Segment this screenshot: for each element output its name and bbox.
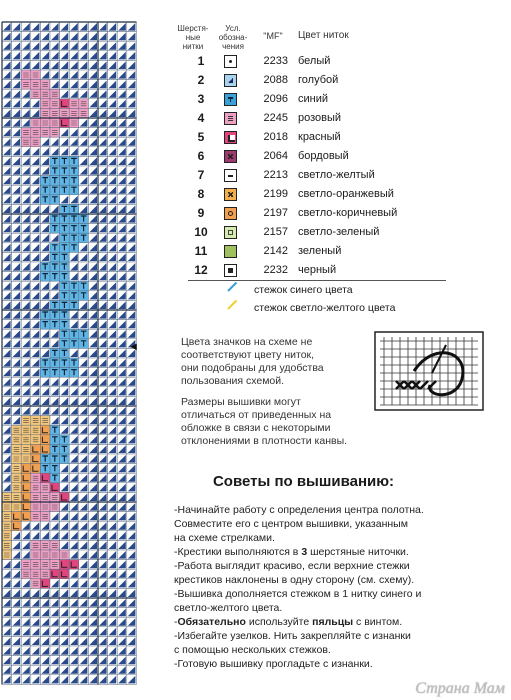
- size-note-line: отличаться от приведенных на: [181, 409, 332, 421]
- legend-number: 2: [197, 73, 205, 87]
- legend-color-name: светло-желтый: [298, 169, 375, 181]
- legend-header: [176, 24, 436, 54]
- grid-cell: [40, 444, 50, 454]
- legend-row: [190, 90, 450, 109]
- colors-note-line: Цвета значков на схеме не: [181, 336, 313, 348]
- colors-note-line: соответствуют цвету ниток,: [181, 349, 315, 361]
- tip-line: [174, 587, 509, 601]
- stitch-yellow-label: стежок светло-желтого цвета: [254, 302, 396, 314]
- size-note: [181, 396, 381, 448]
- legend-row: [190, 242, 450, 261]
- legend-row: [190, 52, 450, 71]
- colors-note-line: пользования схемой.: [181, 375, 285, 387]
- grid-cell: [12, 512, 22, 522]
- legend-number: 7: [197, 168, 205, 182]
- legend-row: [190, 166, 450, 185]
- grid-cell: [40, 435, 50, 445]
- legend-symbol-icon: [224, 264, 237, 277]
- grid-cell: [12, 521, 22, 531]
- legend-number: 9: [197, 206, 205, 220]
- header-wool: Шерстя- ные нитки: [177, 24, 209, 51]
- tip-text: -Работа выглядит красиво, если верхние стежки: [174, 560, 410, 572]
- legend-color-name: светло-коричневый: [298, 207, 398, 219]
- grid-cell: [21, 502, 31, 512]
- grid-cell: [31, 464, 41, 474]
- tips-title: Советы по вышиванию:: [212, 473, 395, 490]
- header-symbol: Усл. обозна- чения: [218, 24, 248, 51]
- tip-bold: пяльцы: [312, 616, 354, 628]
- grid-cell: [69, 560, 79, 570]
- legend-code: 2213: [263, 169, 288, 181]
- colors-note: [181, 336, 381, 388]
- legend-code: 2199: [263, 188, 288, 200]
- tip-text: -Избегайте узелков. Нить закрепляйте с изнанки: [174, 630, 411, 642]
- legend-symbol-icon: [224, 112, 237, 125]
- legend-color-name: светло-оранжевый: [298, 188, 394, 200]
- legend-code: 2157: [263, 226, 288, 238]
- tip-text: крестиков наклонены в одну сторону (см. схему).: [174, 574, 415, 586]
- size-note-line: отклонениями в плотности канвы.: [181, 435, 348, 447]
- stitch-blue: [228, 284, 488, 302]
- tip-text: с помощью нескольких стежков.: [174, 644, 331, 656]
- grid-cell: [40, 579, 50, 589]
- legend-row: [190, 71, 450, 90]
- legend-symbol-icon: [224, 207, 237, 220]
- legend-number: 4: [197, 111, 205, 125]
- legend-number: 8: [197, 187, 205, 201]
- tip-line: [174, 643, 509, 657]
- tip-line: [174, 503, 509, 517]
- legend-code: 2088: [263, 74, 288, 86]
- tip-bold: 3: [301, 546, 308, 558]
- grid-cell: [40, 425, 50, 435]
- legend-color-name: бордовый: [298, 150, 349, 162]
- stitch-blue-label: стежок синего цвета: [254, 284, 353, 296]
- legend-symbol-icon: [224, 93, 237, 106]
- tip-text: -Крестики выполняются в: [174, 546, 302, 558]
- legend-symbol-icon: [224, 188, 237, 201]
- legend-row: [190, 109, 450, 128]
- legend-color-name: синий: [298, 93, 329, 105]
- legend-row: [190, 185, 450, 204]
- grid-cell: [60, 492, 70, 502]
- tip-line: [174, 615, 509, 629]
- legend-row: [190, 223, 450, 242]
- tip-text: -Вышивка дополняется стежком в 1 нитку синего и: [174, 588, 422, 600]
- legend-color-name: светло-зеленый: [298, 226, 380, 238]
- tip-line: [174, 531, 509, 545]
- colors-note-line: они подобраны для удобства: [181, 362, 324, 374]
- legend-color-name: красный: [298, 131, 341, 143]
- legend-symbol-icon: [224, 245, 237, 258]
- header-mf: "MF": [263, 31, 283, 41]
- legend-code: 2232: [263, 264, 288, 276]
- grid-cell: [60, 560, 70, 570]
- tip-text: шерстяные ниточки.: [307, 546, 409, 558]
- tip-line: [174, 657, 509, 671]
- legend-number: 11: [194, 244, 208, 258]
- grid-cell: [21, 512, 31, 522]
- legend-code: 2096: [263, 93, 288, 105]
- tip-text: на схеме стрелками.: [174, 532, 275, 544]
- grid-cell: [31, 454, 41, 464]
- tips-list: [174, 503, 509, 671]
- size-note-line: Размеры вышивки могут: [181, 396, 301, 408]
- legend-code: 2142: [263, 245, 288, 257]
- grid-cell: [60, 118, 70, 128]
- legend-number: 1: [197, 54, 205, 68]
- tip-line: [174, 545, 509, 559]
- tip-text: с винтом.: [353, 616, 403, 628]
- legend-symbol-icon: [224, 169, 237, 182]
- tip-line: [174, 629, 509, 643]
- grid-cell: [60, 99, 70, 109]
- tip-line: [174, 601, 509, 615]
- watermark-logo: Страна Мам: [415, 680, 505, 697]
- grid-cell: [50, 569, 60, 579]
- tip-line: [174, 559, 509, 573]
- stitch-blue-line-icon: [227, 282, 237, 292]
- legend-code: 2018: [263, 131, 288, 143]
- tip-text: -: [174, 616, 178, 628]
- legend-number: 12: [194, 263, 208, 277]
- legend-symbol-icon: [224, 226, 237, 239]
- stitch-direction-diagram-icon: [374, 331, 484, 411]
- legend-color-name: белый: [298, 55, 331, 67]
- legend-color-name: черный: [298, 264, 337, 276]
- tip-bold: Обязательно: [177, 616, 246, 628]
- legend-code: 2197: [263, 207, 288, 219]
- size-note-line: обложке в связи с некоторыми: [181, 422, 331, 434]
- legend-divider: [188, 280, 446, 281]
- legend-number: 3: [197, 92, 205, 106]
- legend-row: [190, 128, 450, 147]
- tip-text: используйте: [245, 616, 313, 628]
- legend-row: [190, 147, 450, 166]
- grid-cell: [21, 492, 31, 502]
- legend-color-name: розовый: [298, 112, 342, 124]
- legend-number: 10: [194, 225, 208, 239]
- header-color: Цвет ниток: [298, 30, 349, 41]
- grid-cell: [60, 569, 70, 579]
- legend-color-name: голубой: [298, 74, 339, 86]
- tip-line: [174, 573, 509, 587]
- legend-number: 5: [197, 130, 205, 144]
- legend-code: 2245: [263, 112, 288, 124]
- tip-text: светло-желтого цвета.: [174, 602, 283, 614]
- stitch-yellow: [228, 302, 488, 320]
- tip-text: -Готовую вышивку прогладьте с изнанки.: [174, 658, 373, 670]
- tip-line: [174, 517, 509, 531]
- legend-symbol-icon: [224, 74, 237, 87]
- legend-code: 2064: [263, 150, 288, 162]
- legend-code: 2233: [263, 55, 288, 67]
- grid-cell: [31, 444, 41, 454]
- legend-row: [190, 204, 450, 223]
- grid-cell: [21, 464, 31, 474]
- legend-number: 6: [197, 149, 205, 163]
- legend-symbol-icon: [224, 131, 237, 144]
- center-arrow-icon: ◄: [128, 341, 139, 353]
- legend-symbol-icon: [224, 55, 237, 68]
- cross-stitch-chart: [0, 20, 137, 700]
- legend-symbol-icon: [224, 150, 237, 163]
- tip-text: Совместите его с центром вышивки, указанным: [174, 518, 408, 530]
- legend-color-name: зеленый: [298, 245, 342, 257]
- tip-text: -Начинайте работу с определения центра полотна.: [174, 504, 424, 516]
- legend-row: [190, 261, 450, 280]
